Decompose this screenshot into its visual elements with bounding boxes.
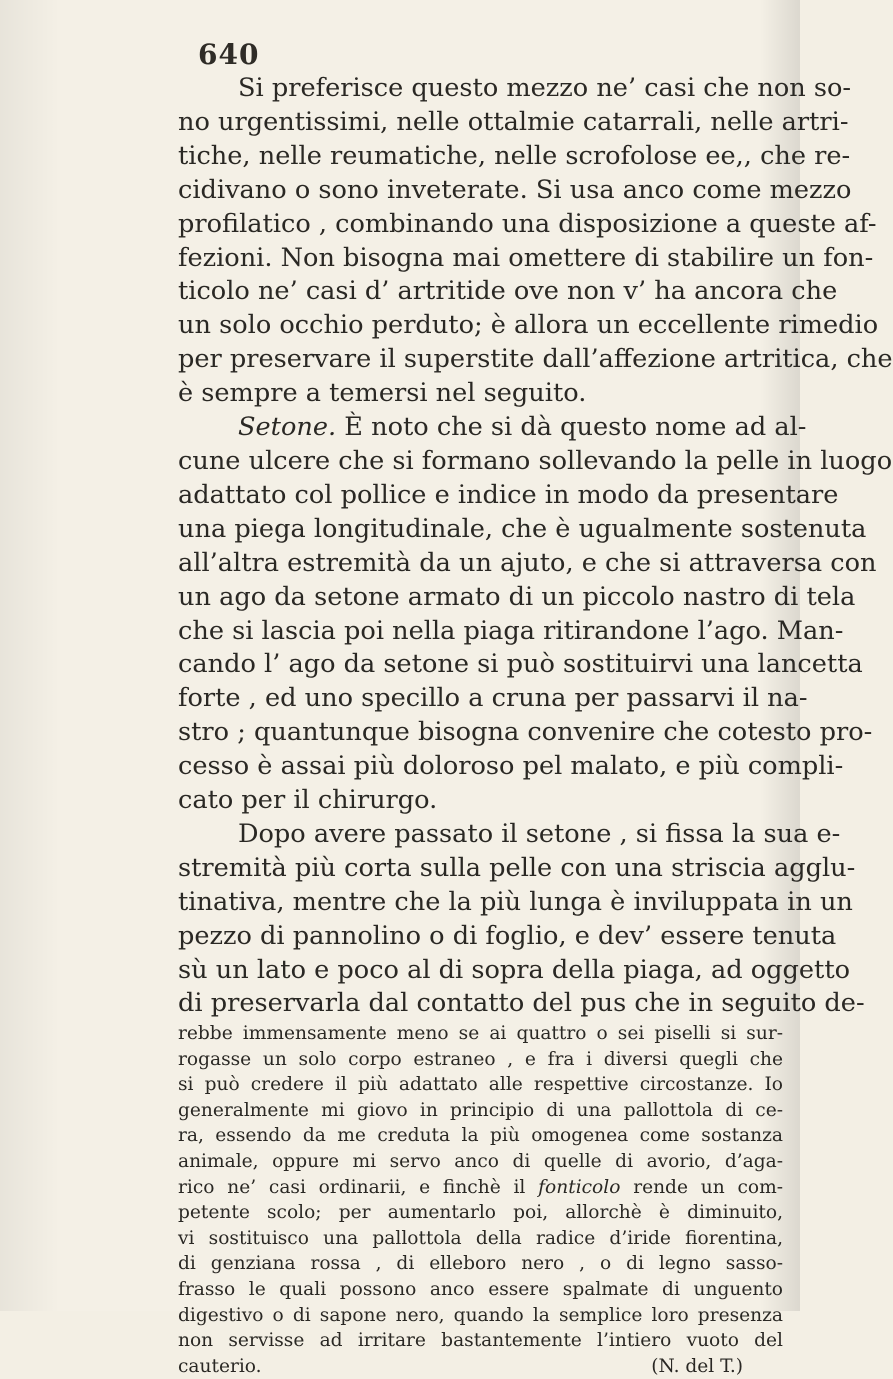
footnote-line: rogasse un solo corpo estraneo , e fra i diversi quegli che bbox=[178, 1048, 783, 1070]
text-line: cune ulcere che si formano sollevando la pelle in luogo bbox=[178, 445, 893, 476]
text-line: sù un lato e poco al di sopra della piaga, ad oggetto bbox=[178, 954, 851, 985]
footnote-line: generalmente mi giovo in principio di una pallottola di ce- bbox=[178, 1099, 783, 1121]
footnote-line: vi sostituisco una pallottola della radice d’iride fiorentina, bbox=[178, 1227, 783, 1249]
text-line: una piega longitudinale, che è ugualmente sostenuta bbox=[178, 513, 867, 544]
text-line: è sempre a temersi nel seguito. bbox=[178, 378, 587, 409]
text-line: ticolo ne’ casi d’ artritide ove non v’ ha ancora che bbox=[178, 276, 838, 307]
footnote-line: ra, essendo da me creduta la più omogenea come sostanza bbox=[178, 1125, 783, 1147]
text-line: cato per il chirurgo. bbox=[178, 785, 438, 816]
text-line: cando l’ ago da setone si può sostituirvi una lancetta bbox=[178, 649, 863, 680]
text-line: stremità più corta sulla pelle con una striscia agglu- bbox=[178, 852, 856, 883]
text-line: profilatico , combinando una disposizione a queste af- bbox=[178, 208, 877, 239]
text-line: no urgentissimi, nelle ottalmie catarrali, nelle artri- bbox=[178, 106, 849, 137]
footnote bbox=[178, 1021, 783, 1379]
footnote-line: rebbe immensamente meno se ai quattro o sei piselli si sur- bbox=[178, 1023, 783, 1044]
footnote-line: non servisse ad irritare bastantemente l’intiero vuoto del bbox=[178, 1330, 783, 1352]
footnote-line: digestivo o di sapone nero, quando la semplice loro presenza bbox=[178, 1304, 783, 1326]
footnote-line: petente scolo; per aumentarlo poi, allorchè è diminuito, bbox=[178, 1202, 783, 1224]
footnote-line: animale, oppure mi servo anco di quelle di avorio, d’aga- bbox=[178, 1150, 783, 1172]
text-line: un ago da setone armato di un piccolo nastro di tela bbox=[178, 581, 856, 612]
text-line: per preservare il superstite dall’affezione artritica, che bbox=[178, 344, 893, 375]
main-text-body bbox=[178, 72, 893, 1021]
footnote-line: di genziana rossa , di elleboro nero , o di legno sasso- bbox=[178, 1253, 783, 1275]
translator-note-signature: (N. del T.) bbox=[651, 1355, 743, 1377]
footnote-last-word: cauterio. bbox=[178, 1355, 262, 1377]
text-line: tiche, nelle reumatiche, nelle scrofolose ee,, che re- bbox=[178, 140, 851, 171]
text-line: forte , ed uno specillo a cruna per passarvi il na- bbox=[178, 683, 808, 714]
footnote-line: rico ne’ casi ordinarii, e finchè il fonticolo rende un com- bbox=[178, 1176, 784, 1198]
text-line: adattato col pollice e indice in modo da presentare bbox=[178, 479, 839, 510]
text-line: Setone. È noto che si dà questo nome ad al- bbox=[238, 412, 807, 443]
text-line: tinativa, mentre che la più lunga è inviluppata in un bbox=[178, 886, 853, 917]
italic-term: fonticolo bbox=[538, 1176, 621, 1198]
footnote-line: frasso le quali possono anco essere spalmate di unguento bbox=[178, 1278, 783, 1300]
text-line: Si preferisce questo mezzo ne’ casi che non so- bbox=[238, 73, 852, 103]
footnote-lines bbox=[178, 1021, 783, 1354]
footnote-line: si può credere il più adattato alle respettive circostanze. Io bbox=[178, 1074, 783, 1096]
text-line: cesso è assai più doloroso pel malato, e più compli- bbox=[178, 751, 844, 782]
text-line: un solo occhio perduto; è allora un eccellente rimedio bbox=[178, 310, 879, 341]
section-heading-word: Setone. bbox=[238, 412, 337, 443]
text-line: Dopo avere passato il setone , si fissa la sua e- bbox=[238, 818, 841, 849]
text-line: di preservarla dal contatto del pus che in seguito de- bbox=[178, 988, 865, 1019]
page-number: 640 bbox=[198, 38, 260, 71]
text-line: che si lascia poi nella piaga ritirandone l’ago. Man- bbox=[178, 615, 844, 646]
text-line: stro ; quantunque bisogna convenire che cotesto pro- bbox=[178, 717, 873, 748]
text-line: fezioni. Non bisogna mai omettere di stabilire un fon- bbox=[178, 242, 874, 273]
text-line: pezzo di pannolino o di foglio, e dev’ essere tenuta bbox=[178, 920, 837, 951]
text-line: cidivano o sono inveterate. Si usa anco come mezzo bbox=[178, 174, 852, 205]
text-line: all’altra estremità da un ajuto, e che si attraversa con bbox=[178, 547, 877, 578]
